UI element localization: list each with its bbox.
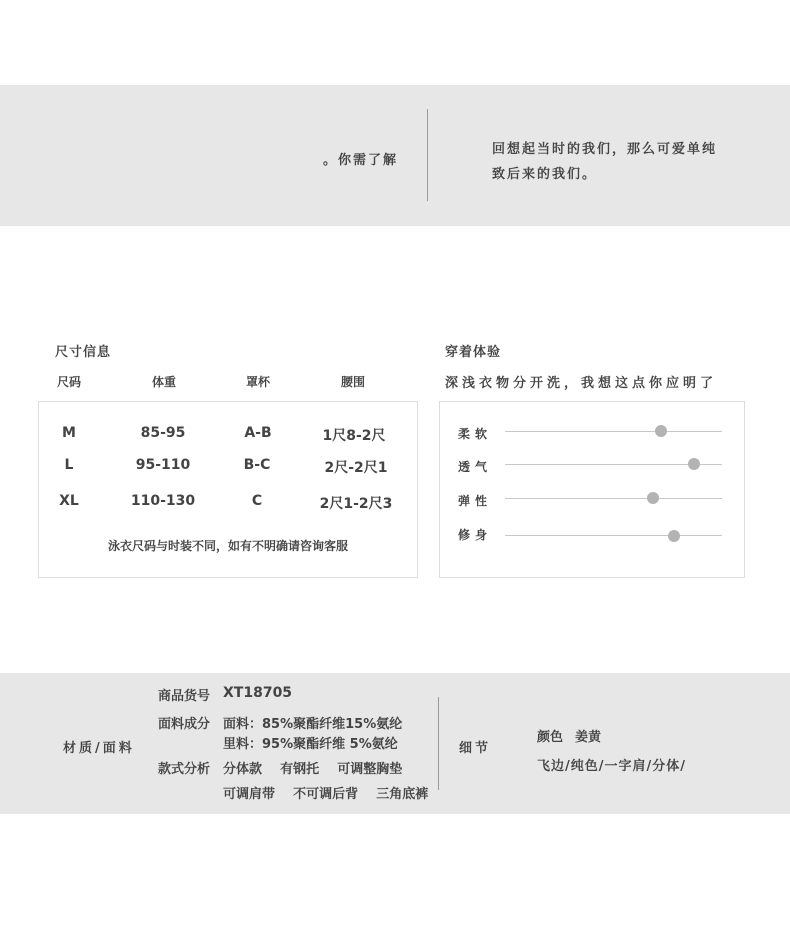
intro-band: [0, 85, 790, 226]
item-no-label: 商品货号: [158, 689, 211, 704]
fabric-line-lining: 里料：95%聚酯纤维 5%氨纶: [223, 737, 398, 752]
size-note: 泳衣尺码与时装不同，如有不明确请咨询客服: [107, 539, 348, 553]
fit-subtitle: 深浅衣物分开洗，我想这点你应明了: [445, 376, 718, 391]
style-line2: 可调肩带 不可调后背 三角底裤: [223, 787, 429, 802]
color-label: 颜色: [537, 730, 564, 745]
size-header-weight: 体重: [151, 375, 177, 389]
detail-label: 细节: [459, 741, 492, 756]
size-cell: M: [62, 425, 76, 441]
size-header-cup: 罩杯: [245, 375, 271, 389]
intro-divider: [427, 109, 428, 201]
style-line1: 分体款 有钢托 可调整胸垫: [223, 762, 403, 777]
waist-cell: 2尺-2尺1: [324, 460, 388, 476]
metric-label-elasticity: 弹性: [458, 494, 493, 508]
detail-tags: 飞边/纯色/一字肩/分体/: [537, 759, 686, 774]
intro-left-text: 。你需了解: [322, 153, 398, 168]
metric-track: [505, 431, 722, 432]
size-cell: L: [64, 457, 74, 473]
material-label: 材质/面料: [63, 741, 135, 756]
metric-indicator: [668, 530, 680, 542]
metric-label-breathability: 透气: [458, 460, 493, 474]
weight-cell: 110-130: [130, 493, 196, 509]
intro-right-line2: 致后来的我们。: [492, 167, 598, 182]
weight-cell: 85-95: [140, 425, 186, 441]
fabric-label: 面料成分: [158, 717, 211, 732]
size-info-title: 尺寸信息: [55, 345, 112, 360]
cup-cell: C: [251, 493, 263, 509]
metric-indicator: [688, 458, 700, 470]
cup-cell: B-C: [243, 457, 271, 473]
material-divider: [438, 697, 439, 790]
style-label: 款式分析: [158, 762, 211, 777]
weight-cell: 95-110: [135, 457, 191, 473]
size-header-size: 尺码: [56, 375, 82, 389]
waist-cell: 1尺8-2尺: [322, 428, 386, 444]
metric-label-softness: 柔软: [458, 427, 493, 441]
metric-indicator: [647, 492, 659, 504]
metric-track: [505, 535, 722, 536]
fit-title: 穿着体验: [445, 345, 502, 360]
size-cell: XL: [59, 493, 79, 509]
cup-cell: A-B: [244, 425, 272, 441]
color-value: 姜黄: [575, 730, 602, 745]
item-no-value: XT18705: [223, 685, 293, 701]
intro-right-line1: 回想起当时的我们，那么可爱单纯: [492, 142, 718, 157]
metric-indicator: [655, 425, 667, 437]
material-band: [0, 673, 790, 814]
size-header-waist: 腰围: [340, 375, 366, 389]
metric-label-fit: 修身: [458, 528, 493, 542]
metric-track: [505, 498, 722, 499]
fabric-line-outer: 面料：85%聚酯纤维15%氨纶: [223, 717, 403, 732]
waist-cell: 2尺1-2尺3: [319, 496, 393, 512]
